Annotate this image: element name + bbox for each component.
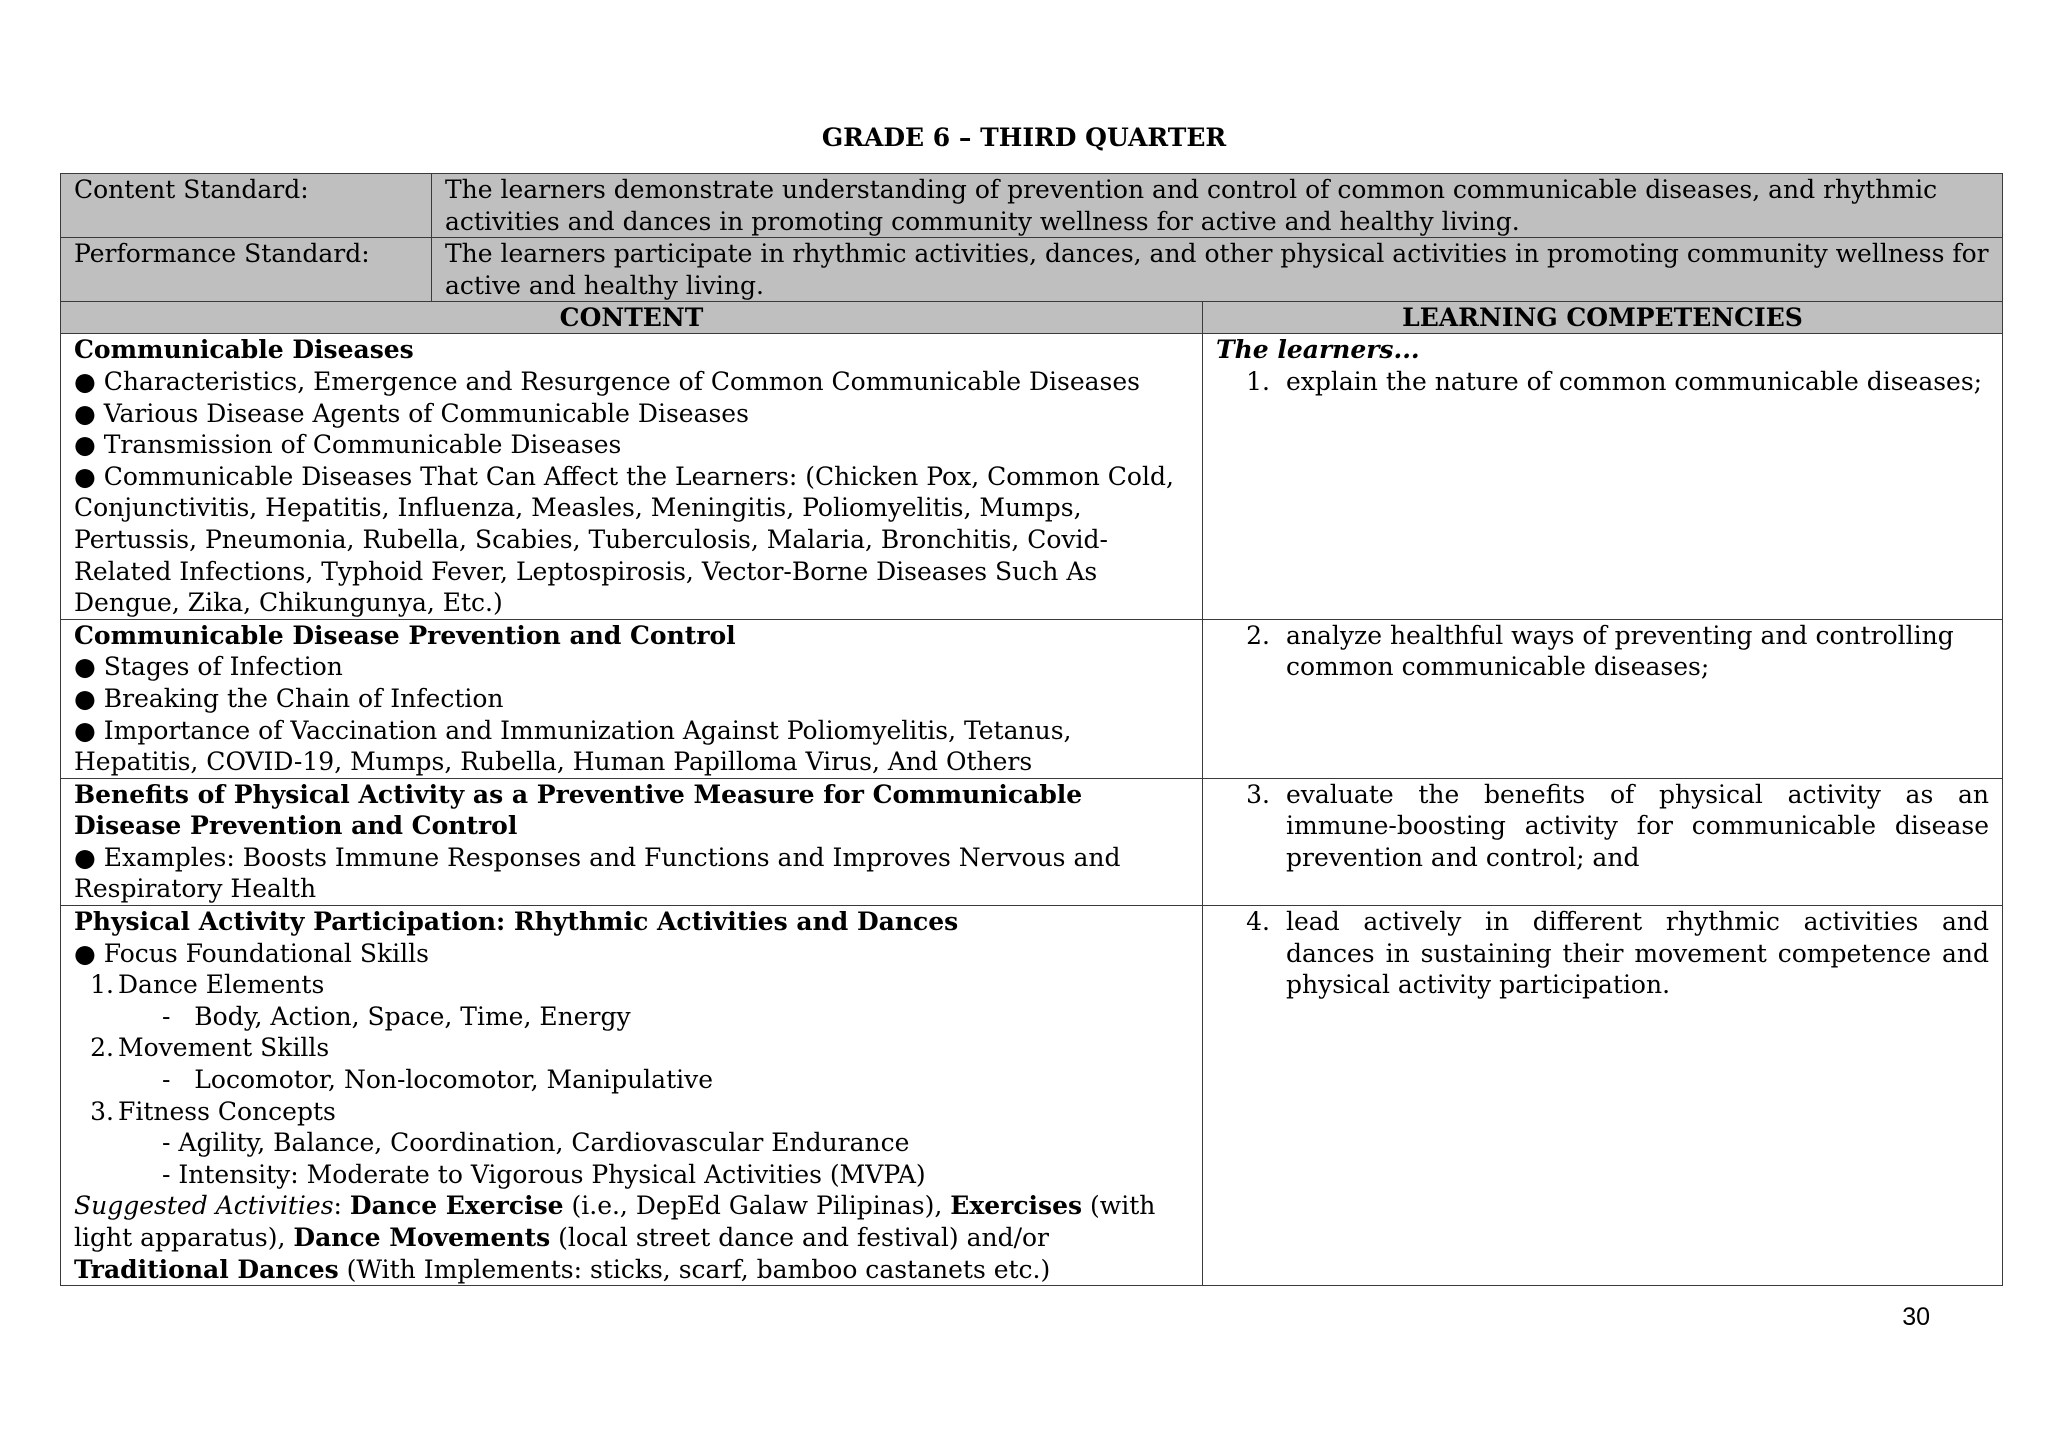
dance-exercise: Dance Exercise: [349, 1191, 564, 1221]
skill-detail: - Body, Action, Space, Time, Energy: [162, 1001, 631, 1031]
suggested-sep: :: [333, 1191, 350, 1221]
content-standard-text: The learners demonstrate understanding of prevention and control of common communicable diseases, and rhythmic activities and dances in promoting community wellness for active and healthy living.: [432, 174, 2003, 238]
performance-standard-label: Performance Standard:: [61, 238, 432, 302]
skill-number: 3.: [90, 1096, 114, 1126]
suggested-label: Suggested Activities: [74, 1191, 334, 1221]
skill-detail: - Locomotor, Non-locomotor, Manipulative: [162, 1065, 714, 1095]
competency-item: [1216, 620, 1989, 683]
traditional-dances: Traditional Dances: [74, 1254, 339, 1284]
exercises: Exercises: [950, 1191, 1083, 1221]
skill-name: Fitness Concepts: [118, 1096, 336, 1126]
competency-cell: [1203, 334, 2003, 619]
competency-item: [1216, 779, 1989, 874]
dance-movements: Dance Movements: [293, 1223, 551, 1252]
skill-number: 1.: [90, 970, 114, 1000]
competencies-column-header: LEARNING COMPETENCIES: [1203, 302, 2003, 334]
competency-text: explain the nature of common communicable diseases;: [1286, 366, 1983, 396]
column-header-row: [61, 302, 2003, 334]
skill-item: [74, 1096, 1189, 1128]
content-cell: [61, 906, 1203, 1286]
content-heading: Communicable Diseases: [74, 335, 414, 365]
content-bullet: ● Transmission of Communicable Diseases: [74, 430, 622, 460]
content-bullet: ● Various Disease Agents of Communicable Diseases: [74, 398, 749, 428]
competency-item: [1216, 906, 1989, 1001]
dance-movements-note: (local street dance and festival) and/or: [550, 1223, 1057, 1252]
content-column-header: CONTENT: [61, 302, 1203, 334]
competency-number: 2.: [1246, 620, 1270, 650]
content-row-prevention-control: [61, 619, 2003, 778]
curriculum-table: [60, 173, 2003, 1286]
competency-text: analyze healthful ways of preventing and controlling common communicable diseases;: [1286, 620, 1954, 682]
skill-name: Movement Skills: [118, 1033, 330, 1063]
content-standard-label: Content Standard:: [61, 174, 432, 238]
competency-text: lead actively in different rhythmic activities and dances in sustaining their movement competence and physical activity participation.: [1286, 907, 1989, 1000]
content-heading: Physical Activity Participation: Rhythmic Activities and Dances: [74, 907, 959, 937]
content-row-physical-activity-benefits: [61, 778, 2003, 905]
content-bullet: ● Communicable Diseases That Can Affect the Learners: (Chicken Pox, Common Cold, Conjunctivitis, Hepatitis, Influenza, Measles, Meningitis, Poliomyelitis, Mumps, Pertussis, Pneumonia, Rubella, Scabies, Tuberculosis, Malaria, Bronchitis, Covid-Related Infections, Typhoid Fever, Leptospirosis, Vector-Borne Diseases Such As Dengue, Zika, Chikungunya, Etc.): [74, 461, 1174, 618]
competency-number: 4.: [1246, 907, 1270, 937]
skill-number: 2.: [90, 1033, 114, 1063]
skill-item: [74, 969, 1189, 1001]
competency-text: evaluate the benefits of physical activity as an immune-boosting activity for communicable disease prevention and control; and: [1286, 779, 1989, 872]
competency-item: [1216, 366, 1989, 398]
content-heading: Benefits of Physical Activity as a Preventive Measure for Communicable Disease Prevention and Control: [74, 779, 1083, 841]
performance-standard-row: [61, 238, 2003, 302]
skill-detail: - Intensity: Moderate to Vigorous Physical Activities (MVPA): [162, 1159, 926, 1189]
skill-name: Dance Elements: [118, 970, 325, 1000]
content-bullet: ● Focus Foundational Skills: [74, 938, 429, 968]
skill-detail: - Agility, Balance, Coordination, Cardiovascular Endurance: [162, 1128, 910, 1158]
competency-cell: [1203, 778, 2003, 905]
content-bullet: ● Importance of Vaccination and Immunization Against Poliomyelitis, Tetanus, Hepatitis, COVID-19, Mumps, Rubella, Human Papilloma Virus, And Others: [74, 715, 1072, 777]
competency-number: 3.: [1246, 779, 1270, 809]
content-bullet: ● Characteristics, Emergence and Resurgence of Common Communicable Diseases: [74, 366, 1140, 396]
content-bullet: ● Examples: Boosts Immune Responses and Functions and Improves Nervous and Respiratory Health: [74, 842, 1121, 904]
content-standard-row: [61, 174, 2003, 238]
exercises-note: (with light apparatus),: [74, 1191, 1164, 1252]
content-cell: [61, 778, 1203, 905]
performance-standard-text: The learners participate in rhythmic activities, dances, and other physical activities in promoting community wellness for active and healthy living.: [432, 238, 2003, 302]
skill-item: [74, 1032, 1189, 1064]
content-row-rhythmic-activities: [61, 906, 2003, 1286]
competency-cell: [1203, 619, 2003, 778]
content-heading: Communicable Disease Prevention and Control: [74, 620, 736, 650]
page-number: 30: [1902, 1303, 1930, 1331]
learners-intro: The learners...: [1216, 335, 1420, 365]
page-title: GRADE 6 – THIRD QUARTER: [821, 123, 1227, 152]
dance-exercise-note: (i.e., DepEd Galaw Pilipinas),: [563, 1191, 951, 1221]
competency-cell: [1203, 906, 2003, 1286]
competency-number: 1.: [1246, 366, 1270, 396]
suggested-activities: [74, 1190, 1189, 1285]
content-row-communicable-diseases: [61, 334, 2003, 619]
content-cell: [61, 619, 1203, 778]
traditional-dances-note: (With Implements: sticks, scarf, bamboo castanets etc.): [338, 1254, 1051, 1284]
content-bullet: ● Breaking the Chain of Infection: [74, 683, 504, 713]
content-bullet: ● Stages of Infection: [74, 652, 343, 682]
content-cell: [61, 334, 1203, 619]
